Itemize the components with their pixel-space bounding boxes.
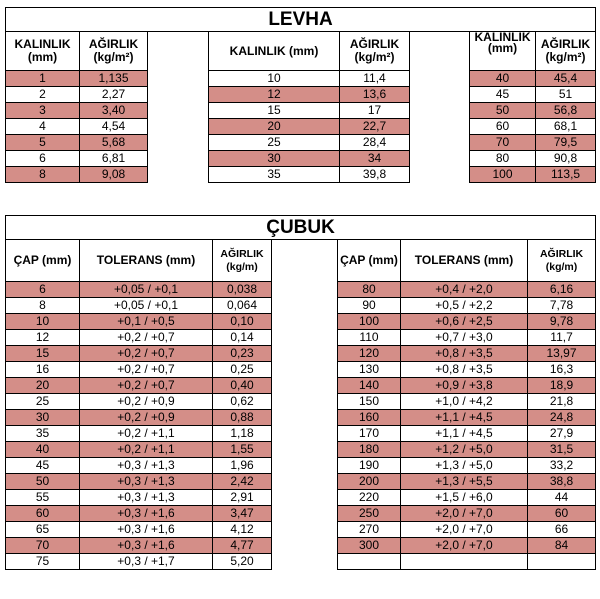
cubuk-agirlik-cell: 1,18 [213,426,272,442]
levha-header-agirlik-2: AĞIRLIK (kg/m²) [340,32,410,71]
spacer [410,119,470,135]
cubuk-agirlik-cell: 1,55 [213,442,272,458]
spacer [410,135,470,151]
table-row [6,103,596,119]
cubuk-agirlik-cell: 60 [528,506,596,522]
levha-agirlik-cell: 6,81 [80,151,148,167]
empty-cell [528,554,596,570]
cubuk-tolerans-cell: +1,3 / +5,5 [401,474,528,490]
cubuk-tolerans-cell: +0,2 / +1,1 [80,442,213,458]
cubuk-header-cap-left: ÇAP (mm) [6,240,80,282]
spacer [272,282,338,298]
table-row [6,474,596,490]
cubuk-tolerans-cell: +0,3 / +1,7 [80,554,213,570]
cubuk-cap-cell: 250 [338,506,401,522]
cubuk-cap-cell: 15 [6,346,80,362]
table-row [6,346,596,362]
empty-cell [338,554,401,570]
cubuk-agirlik-cell: 16,3 [528,362,596,378]
table-row [6,554,596,570]
cubuk-agirlik-cell: 21,8 [528,394,596,410]
cubuk-tolerans-cell: +0,1 / +0,5 [80,314,213,330]
levha-table [5,7,596,183]
cubuk-cap-cell: 75 [6,554,80,570]
cubuk-agirlik-cell: 13,97 [528,346,596,362]
cubuk-tolerans-cell: +0,2 / +0,9 [80,410,213,426]
cubuk-cap-cell: 20 [6,378,80,394]
cubuk-tolerans-cell: +2,0 / +7,0 [401,522,528,538]
cubuk-agirlik-cell: 0,62 [213,394,272,410]
levha-agirlik-cell: 45,4 [536,71,596,87]
spacer [272,538,338,554]
empty-cell [401,554,528,570]
cubuk-tolerans-cell: +0,2 / +0,7 [80,362,213,378]
cubuk-agirlik-cell: 0,23 [213,346,272,362]
spacer [148,103,209,119]
cubuk-cap-cell: 270 [338,522,401,538]
cubuk-cap-cell: 45 [6,458,80,474]
levha-agirlik-cell: 51 [536,87,596,103]
spacer [410,71,470,87]
levha-agirlik-cell: 39,8 [340,167,410,183]
cubuk-agirlik-cell: 4,77 [213,538,272,554]
cubuk-tolerans-cell: +1,5 / +6,0 [401,490,528,506]
cubuk-header-agirlik-left: AĞIRLIK (kg/m) [213,240,272,282]
cubuk-agirlik-cell: 24,8 [528,410,596,426]
cubuk-cap-cell: 80 [338,282,401,298]
levha-agirlik-cell: 56,8 [536,103,596,119]
cubuk-tolerans-cell: +0,05 / +0,1 [80,298,213,314]
table-row [6,378,596,394]
cubuk-cap-cell: 40 [6,442,80,458]
spacer [272,298,338,314]
spacer [148,151,209,167]
cubuk-agirlik-cell: 31,5 [528,442,596,458]
spacer [410,167,470,183]
cubuk-cap-cell: 200 [338,474,401,490]
table-row [6,119,596,135]
levha-kalinlik-cell: 35 [209,167,340,183]
cubuk-agirlik-cell: 84 [528,538,596,554]
spacer [148,32,209,71]
cubuk-tolerans-cell: +0,2 / +1,1 [80,426,213,442]
cubuk-cap-cell: 170 [338,426,401,442]
levha-kalinlik-cell: 45 [470,87,536,103]
cubuk-agirlik-cell: 27,9 [528,426,596,442]
cubuk-header-cap-right: ÇAP (mm) [338,240,401,282]
spacer [410,103,470,119]
spacer [272,490,338,506]
levha-kalinlik-cell: 4 [6,119,80,135]
cubuk-tolerans-cell: +2,0 / +7,0 [401,538,528,554]
cubuk-cap-cell: 100 [338,314,401,330]
cubuk-cap-cell: 90 [338,298,401,314]
table-row [6,151,596,167]
levha-header-agirlik-3: AĞIRLIK (kg/m²) [536,32,596,71]
spacer [272,474,338,490]
levha-agirlik-cell: 1,135 [80,71,148,87]
cubuk-agirlik-cell: 0,14 [213,330,272,346]
cubuk-tolerans-cell: +0,3 / +1,6 [80,506,213,522]
cubuk-agirlik-cell: 4,12 [213,522,272,538]
cubuk-cap-cell: 30 [6,410,80,426]
levha-kalinlik-cell: 70 [470,135,536,151]
levha-kalinlik-cell: 50 [470,103,536,119]
cubuk-tolerans-cell: +1,1 / +4,5 [401,410,528,426]
spacer [148,119,209,135]
cubuk-cap-cell: 50 [6,474,80,490]
levha-agirlik-cell: 13,6 [340,87,410,103]
cubuk-agirlik-cell: 33,2 [528,458,596,474]
cubuk-cap-cell: 220 [338,490,401,506]
cubuk-agirlik-cell: 66 [528,522,596,538]
levha-kalinlik-cell: 80 [470,151,536,167]
cubuk-agirlik-cell: 7,78 [528,298,596,314]
table-row [6,490,596,506]
cubuk-tolerans-cell: +1,2 / +5,0 [401,442,528,458]
cubuk-cap-cell: 16 [6,362,80,378]
table-row [6,362,596,378]
cubuk-cap-cell: 140 [338,378,401,394]
levha-kalinlik-cell: 8 [6,167,80,183]
spacer [272,346,338,362]
levha-agirlik-cell: 34 [340,151,410,167]
spacer [272,378,338,394]
cubuk-agirlik-cell: 0,88 [213,410,272,426]
levha-kalinlik-cell: 60 [470,119,536,135]
cubuk-tolerans-cell: +0,05 / +0,1 [80,282,213,298]
cubuk-cap-cell: 55 [6,490,80,506]
table-row [6,330,596,346]
spacer [272,362,338,378]
cubuk-tolerans-cell: +0,2 / +0,9 [80,394,213,410]
cubuk-agirlik-cell: 0,40 [213,378,272,394]
cubuk-tolerans-cell: +0,6 / +2,5 [401,314,528,330]
cubuk-tolerans-cell: +0,9 / +3,8 [401,378,528,394]
levha-kalinlik-cell: 6 [6,151,80,167]
levha-kalinlik-cell: 15 [209,103,340,119]
spacer [410,151,470,167]
levha-header-agirlik-1: AĞIRLIK (kg/m²) [80,32,148,71]
spacer [272,554,338,570]
levha-agirlik-cell: 2,27 [80,87,148,103]
cubuk-agirlik-cell: 6,16 [528,282,596,298]
table-row [6,135,596,151]
cubuk-cap-cell: 35 [6,426,80,442]
levha-agirlik-cell: 79,5 [536,135,596,151]
spacer [272,394,338,410]
cubuk-agirlik-cell: 2,42 [213,474,272,490]
cubuk-tolerans-cell: +0,3 / +1,3 [80,474,213,490]
cubuk-agirlik-cell: 0,064 [213,298,272,314]
cubuk-cap-cell: 120 [338,346,401,362]
cubuk-tolerans-cell: +0,3 / +1,3 [80,458,213,474]
cubuk-cap-cell: 60 [6,506,80,522]
spacer [148,167,209,183]
cubuk-cap-cell: 10 [6,314,80,330]
levha-kalinlik-cell: 5 [6,135,80,151]
levha-agirlik-cell: 113,5 [536,167,596,183]
cubuk-cap-cell: 150 [338,394,401,410]
cubuk-agirlik-cell: 38,8 [528,474,596,490]
table-row [6,314,596,330]
spacer [148,135,209,151]
cubuk-cap-cell: 180 [338,442,401,458]
levha-agirlik-cell: 22,7 [340,119,410,135]
levha-kalinlik-cell: 10 [209,71,340,87]
levha-agirlik-cell: 9,08 [80,167,148,183]
table-row [6,426,596,442]
spacer [272,522,338,538]
cubuk-agirlik-cell: 0,25 [213,362,272,378]
cubuk-tolerans-cell: +0,5 / +2,2 [401,298,528,314]
cubuk-agirlik-cell: 0,10 [213,314,272,330]
levha-kalinlik-cell: 100 [470,167,536,183]
table-row [6,458,596,474]
spacer [272,506,338,522]
cubuk-table [5,215,596,570]
cubuk-tolerans-cell: +0,3 / +1,3 [80,490,213,506]
table-row [6,282,596,298]
cubuk-agirlik-cell: 1,96 [213,458,272,474]
levha-header-kalinlik-3: KALINLIK (mm) [470,32,536,71]
table-row [6,538,596,554]
cubuk-tolerans-cell: +0,3 / +1,6 [80,522,213,538]
cubuk-agirlik-cell: 5,20 [213,554,272,570]
cubuk-tolerans-cell: +2,0 / +7,0 [401,506,528,522]
cubuk-cap-cell: 190 [338,458,401,474]
cubuk-tolerans-cell: +1,3 / +5,0 [401,458,528,474]
cubuk-tolerans-cell: +0,4 / +2,0 [401,282,528,298]
cubuk-tolerans-cell: +0,7 / +3,0 [401,330,528,346]
table-row [6,394,596,410]
cubuk-agirlik-cell: 18,9 [528,378,596,394]
levha-agirlik-cell: 68,1 [536,119,596,135]
table-row [6,522,596,538]
table-row [6,410,596,426]
cubuk-tolerans-cell: +1,1 / +4,5 [401,426,528,442]
levha-kalinlik-cell: 30 [209,151,340,167]
table-row [6,298,596,314]
cubuk-cap-cell: 110 [338,330,401,346]
spacer [272,458,338,474]
cubuk-agirlik-cell: 2,91 [213,490,272,506]
spacer [148,71,209,87]
levha-kalinlik-cell: 1 [6,71,80,87]
cubuk-cap-cell: 130 [338,362,401,378]
cubuk-agirlik-cell: 44 [528,490,596,506]
table-row [6,87,596,103]
levha-title: LEVHA [6,8,596,32]
levha-agirlik-cell: 17 [340,103,410,119]
cubuk-tolerans-cell: +0,2 / +0,7 [80,330,213,346]
cubuk-header-agirlik-right: AĞIRLIK (kg/m) [528,240,596,282]
cubuk-cap-cell: 300 [338,538,401,554]
cubuk-tolerans-cell: +0,2 / +0,7 [80,346,213,362]
table-row [6,167,596,183]
spacer [148,87,209,103]
spacer [272,442,338,458]
cubuk-cap-cell: 6 [6,282,80,298]
spacer [410,32,470,71]
levha-kalinlik-cell: 25 [209,135,340,151]
cubuk-tolerans-cell: +0,8 / +3,5 [401,362,528,378]
cubuk-title: ÇUBUK [6,216,596,240]
spacer [272,240,338,282]
levha-agirlik-cell: 11,4 [340,71,410,87]
cubuk-cap-cell: 25 [6,394,80,410]
cubuk-cap-cell: 160 [338,410,401,426]
cubuk-tolerans-cell: +0,8 / +3,5 [401,346,528,362]
levha-agirlik-cell: 3,40 [80,103,148,119]
table-row [6,506,596,522]
cubuk-header-tolerans-right: TOLERANS (mm) [401,240,528,282]
levha-kalinlik-cell: 40 [470,71,536,87]
cubuk-header-tolerans-left: TOLERANS (mm) [80,240,213,282]
spacer [272,410,338,426]
cubuk-tolerans-cell: +0,2 / +0,7 [80,378,213,394]
levha-agirlik-cell: 4,54 [80,119,148,135]
table-row [6,71,596,87]
levha-kalinlik-cell: 3 [6,103,80,119]
spacer [272,330,338,346]
cubuk-tolerans-cell: +1,0 / +4,2 [401,394,528,410]
levha-agirlik-cell: 90,8 [536,151,596,167]
cubuk-cap-cell: 8 [6,298,80,314]
levha-kalinlik-cell: 20 [209,119,340,135]
levha-kalinlik-cell: 12 [209,87,340,103]
cubuk-cap-cell: 65 [6,522,80,538]
levha-header-kalinlik-2: KALINLIK (mm) [209,32,340,71]
levha-kalinlik-cell: 2 [6,87,80,103]
table-row [6,442,596,458]
cubuk-agirlik-cell: 3,47 [213,506,272,522]
cubuk-cap-cell: 70 [6,538,80,554]
cubuk-agirlik-cell: 9,78 [528,314,596,330]
spacer [272,426,338,442]
levha-header-kalinlik-1: KALINLIK (mm) [6,32,80,71]
cubuk-tolerans-cell: +0,3 / +1,6 [80,538,213,554]
levha-agirlik-cell: 28,4 [340,135,410,151]
spacer [410,87,470,103]
cubuk-cap-cell: 12 [6,330,80,346]
cubuk-agirlik-cell: 11,7 [528,330,596,346]
spacer [272,314,338,330]
levha-agirlik-cell: 5,68 [80,135,148,151]
cubuk-agirlik-cell: 0,038 [213,282,272,298]
